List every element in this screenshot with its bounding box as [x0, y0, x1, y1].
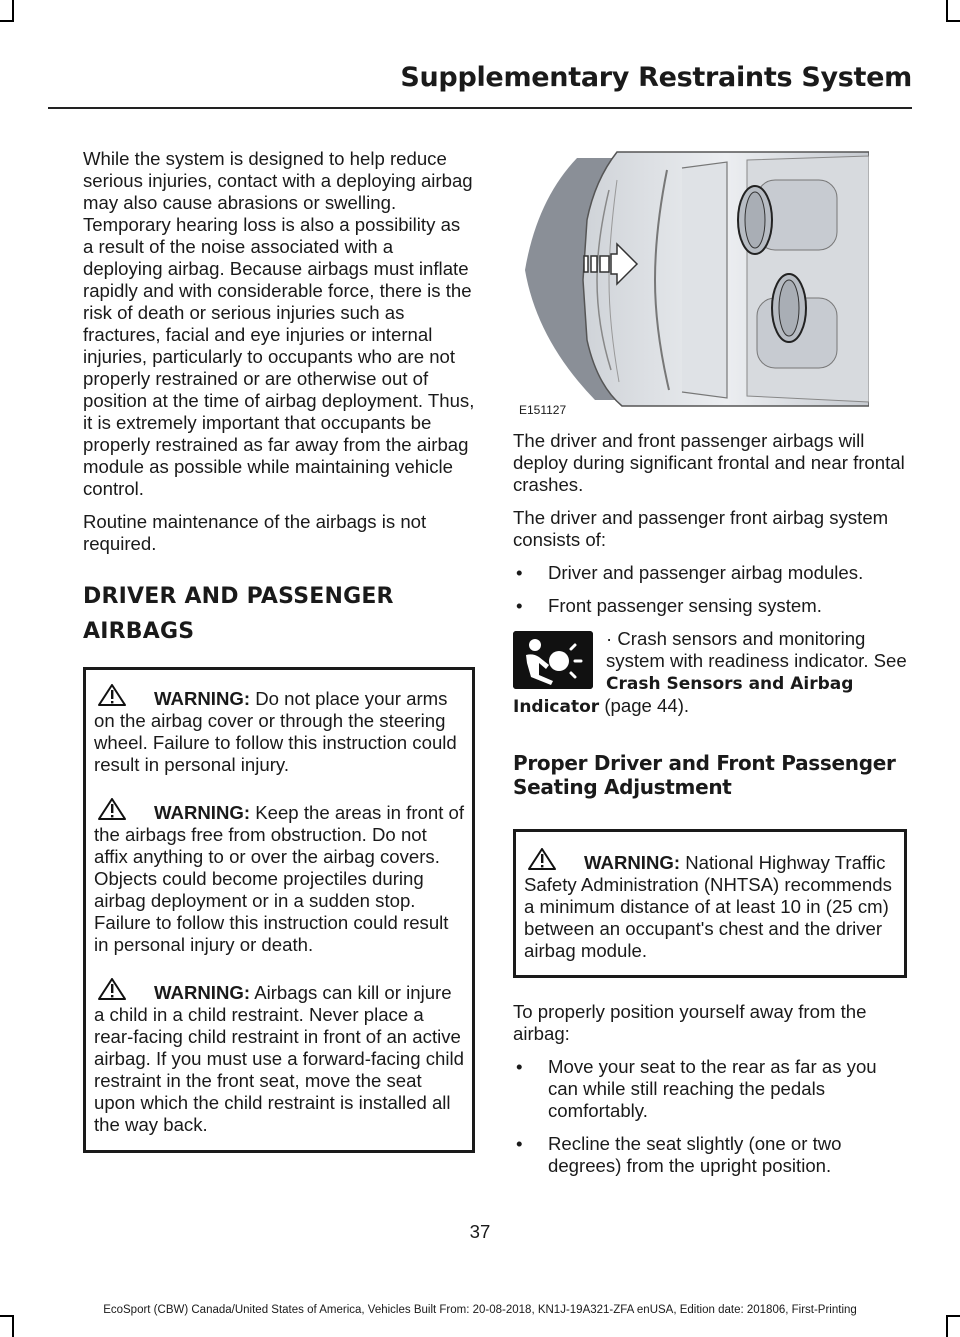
section-heading-line: AIRBAGS — [83, 619, 195, 644]
crash-sensors-link[interactable]: Crash Sensors and Airbag Indicator — [513, 674, 854, 717]
section-heading-line: DRIVER AND PASSENGER — [83, 584, 394, 609]
crop-mark — [0, 20, 14, 22]
warning-box — [513, 829, 907, 978]
bullet: • — [516, 1056, 523, 1077]
warning-text: Keep the areas in front of the airbags free from obstruction. Do not affix anything to or over the airbag covers. Objects could become projectiles during airbag deployment or in a sudden stop. Failure to follow this instruction could result in personal injury or death. — [94, 802, 465, 955]
warning-text: National Highway Traffic Safety Administration (NHTSA) recommends a minimum distance of at least 10 in (25 cm) between an occupant's chest and the driver airbag module. — [524, 852, 892, 961]
system-list — [513, 562, 907, 617]
warning-lead: WARNING: — [154, 688, 251, 709]
warning-item — [94, 798, 465, 956]
crop-mark — [946, 20, 960, 22]
warning-item — [94, 978, 465, 1136]
position-list — [513, 1056, 907, 1177]
footer-text: EcoSport (CBW) Canada/United States of America, Vehicles Built From: 20-08-2018, KN1J-19A321-ZFA enUSA, Edition date: 201806, First-Printing — [103, 1304, 857, 1316]
warning-box — [83, 667, 475, 1153]
warning-triangle-icon — [98, 978, 154, 1000]
airbag-indicator-icon — [513, 631, 593, 689]
right-column — [513, 430, 907, 1188]
bullet: • — [516, 1133, 523, 1154]
maintenance-paragraph: Routine maintenance of the airbags is not required. — [83, 511, 427, 554]
list-item — [513, 562, 907, 584]
system-intro: The driver and passenger front airbag system consists of: — [513, 507, 889, 550]
section-heading — [83, 580, 475, 648]
subsection-heading: Proper Driver and Front Passenger Seating Adjustment — [513, 751, 896, 799]
page-title: Supplementary Restraints System — [400, 62, 912, 93]
list-item — [513, 1056, 907, 1122]
warning-text: Airbags can kill or injure a child in a child restraint. Never place a rear-facing child restraint in front of an active airbag. If you must use a forward-facing child restraint in the front seat, move the seat upon which the child restraint is installed all the way back. — [94, 982, 464, 1135]
figure-label: E151127 — [519, 403, 567, 417]
warning-lead: WARNING: — [154, 982, 251, 1003]
bullet: • — [516, 595, 523, 616]
crash-suffix: (page 44). — [599, 695, 690, 716]
warning-text: Do not place your arms on the airbag cover or through the steering wheel. Failure to follow this instruction could result in personal injury. — [94, 688, 457, 775]
crop-mark — [12, 1317, 14, 1337]
left-column — [83, 148, 475, 1153]
crop-mark — [12, 0, 14, 20]
bullet: • — [516, 562, 523, 583]
list-item-text: Driver and passenger airbag modules. — [548, 562, 864, 583]
list-item-text: Recline the seat slightly (one or two degrees) from the upright position. — [548, 1133, 842, 1176]
warning-item — [94, 684, 465, 776]
warning-lead: WARNING: — [584, 852, 681, 873]
crop-mark — [946, 0, 948, 20]
list-item-text: Front passenger sensing system. — [548, 595, 822, 616]
warning-item — [524, 848, 896, 962]
warning-triangle-icon — [528, 848, 584, 870]
page-number: 37 — [469, 1221, 491, 1242]
intro-paragraph: While the system is designed to help reduce serious injuries, contact with a deploying airbag may also cause abrasions or swelling. Temporary hearing loss is also a possibility as a result of the noise associated with a deploying airbag. Because airbags must inflate rapidly and with considerable force, there is the risk of death or serious injuries such as fractures, facial and eye injuries or internal injuries, particularly to occupants who are not properly restrained or are otherwise out of position at the time of airbag deployment. Thus, it is extremely important that occupants be properly restrained as far away from the airbag module as possible while maintaining vehicle control. — [83, 148, 475, 499]
deploy-paragraph: The driver and front passenger airbags will deploy during significant frontal and near frontal crashes. — [513, 430, 905, 495]
crop-mark — [946, 1317, 948, 1337]
warning-triangle-icon — [98, 684, 154, 706]
crash-sensors-paragraph — [513, 628, 907, 718]
list-item — [513, 595, 907, 617]
position-intro: To properly position yourself away from the airbag: — [513, 1001, 867, 1044]
crash-prefix: · Crash sensors and monitoring system with readiness indicator. See — [606, 628, 907, 671]
header-rule — [48, 107, 912, 109]
list-item-text: Move your seat to the rear as far as you can while still reaching the pedals comfortably. — [548, 1056, 877, 1121]
list-item — [513, 1133, 907, 1177]
warning-lead: WARNING: — [154, 802, 251, 823]
warning-triangle-icon — [98, 798, 154, 820]
car-airbag-illustration — [517, 150, 869, 408]
